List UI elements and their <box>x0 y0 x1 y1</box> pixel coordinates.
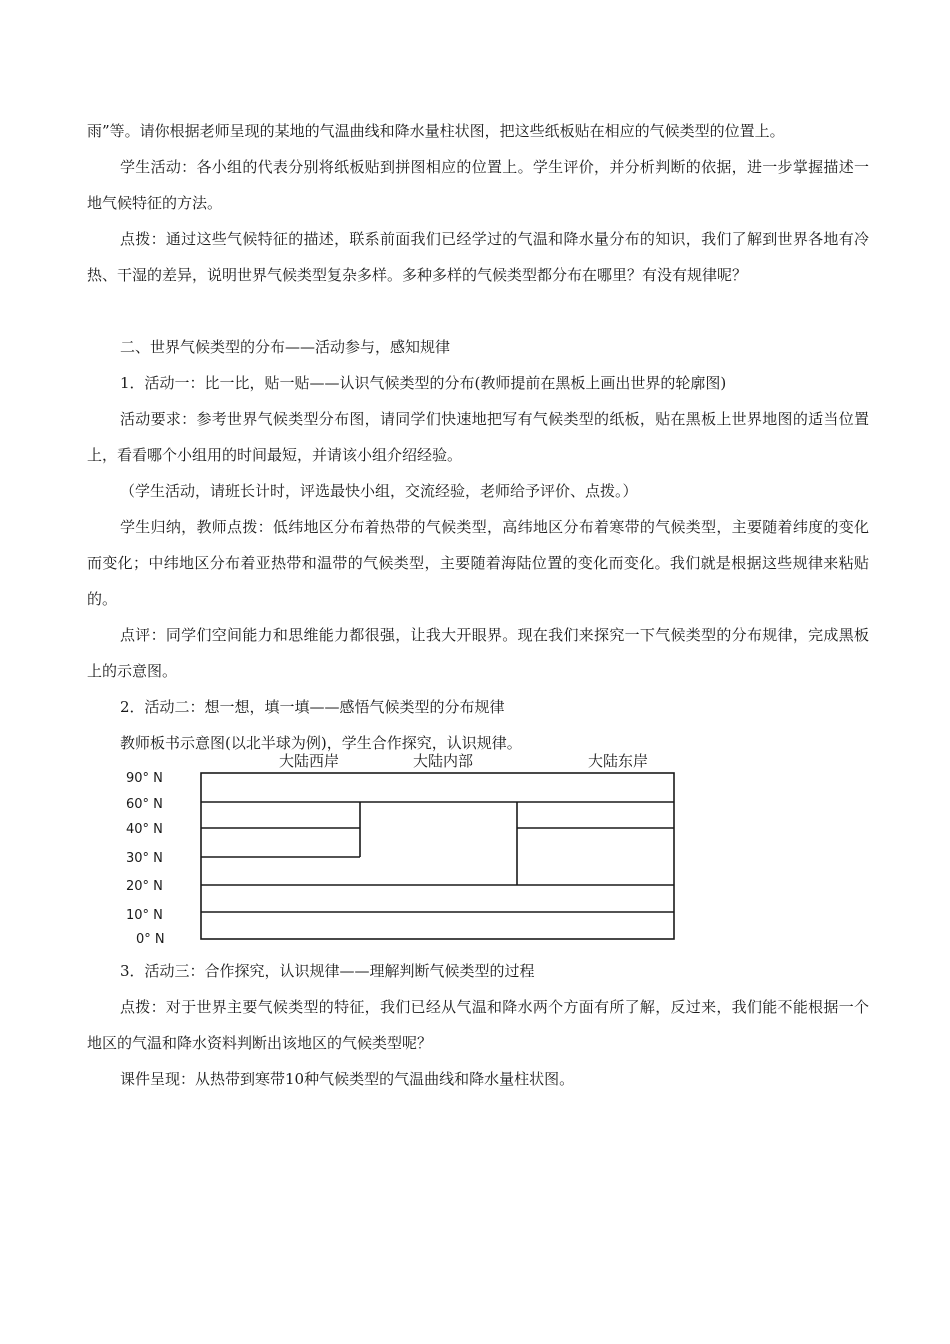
paragraph-activity-requirements: 活动要求：参考世界气候类型分布图，请同学们快速地把写有气候类型的纸板，贴在黑板上世界地图的适当位置上，看看哪个小组用的时间最短，并请该小组介绍经验。 <box>87 410 869 464</box>
activity-2-heading: 2．活动二：想一想，填一填——感悟气候类型的分布规律 <box>120 698 505 716</box>
climate-distribution-diagram <box>120 744 690 950</box>
latitude-label-90n: 90° N <box>126 771 163 786</box>
column-label-interior: 大陆内部 <box>412 752 474 770</box>
latitude-label-0n: 0° N <box>136 932 165 947</box>
activity-3-heading: 3．活动三：合作探究，认识规律——理解判断气候类型的过程 <box>120 962 535 980</box>
paragraph-1: 雨”等。请你根据老师呈现的某地的气温曲线和降水量柱状图，把这些纸板贴在相应的气候类型的位置上。 <box>87 122 785 140</box>
paragraph-summary: 学生归纳，教师点拨：低纬地区分布着热带的气候类型，高纬地区分布着寒带的气候类型，主要随着纬度的变化而变化；中纬地区分布着亚热带和温带的气候类型，主要随着海陆位置的变化而变化。我们就是根据这些规律来粘贴的。 <box>87 518 869 608</box>
paragraph-courseware: 课件呈现：从热带到寒带10种气候类型的气温曲线和降水量柱状图。 <box>120 1070 575 1088</box>
latitude-label-30n: 30° N <box>126 851 163 866</box>
climate-zone-grid <box>201 773 674 939</box>
column-label-east-coast: 大陆东岸 <box>587 752 649 770</box>
paragraph-2: 学生活动：各小组的代表分别将纸板贴到拼图相应的位置上。学生评价，并分析判断的依据，进一步掌握描述一地气候特征的方法。 <box>87 158 869 212</box>
paragraph-guidance: 点拨：对于世界主要气候类型的特征，我们已经从气温和降水两个方面有所了解，反过来，我们能不能根据一个地区的气温和降水资料判断出该地区的气候类型呢？ <box>87 998 869 1052</box>
paragraph-3: 点拨：通过这些气候特征的描述，联系前面我们已经学过的气温和降水量分布的知识，我们了解到世界各地有冷热、干湿的差异，说明世界气候类型复杂多样。多种多样的气候类型都分布在哪里？有没有规律呢？ <box>87 230 869 284</box>
paragraph-board-diagram-intro: 教师板书示意图(以北半球为例)，学生合作探究，认识规律。 <box>120 734 522 752</box>
paragraph-comment: 点评：同学们空间能力和思维能力都很强，让我大开眼界。现在我们来探究一下气候类型的分布规律，完成黑板上的示意图。 <box>87 626 869 680</box>
latitude-label-20n: 20° N <box>126 879 163 894</box>
latitude-label-40n: 40° N <box>126 822 163 837</box>
paragraph-student-activity: （学生活动，请班长计时，评选最快小组，交流经验，老师给予评价、点拨。） <box>120 482 638 500</box>
column-label-west-coast: 大陆西岸 <box>278 752 340 770</box>
section-heading-2: 二、世界气候类型的分布——活动参与，感知规律 <box>120 338 451 356</box>
latitude-label-60n: 60° N <box>126 797 163 812</box>
latitude-label-10n: 10° N <box>126 908 163 923</box>
activity-1-heading: 1．活动一：比一比，贴一贴——认识气候类型的分布(教师提前在黑板上画出世界的轮廓图) <box>120 374 727 392</box>
